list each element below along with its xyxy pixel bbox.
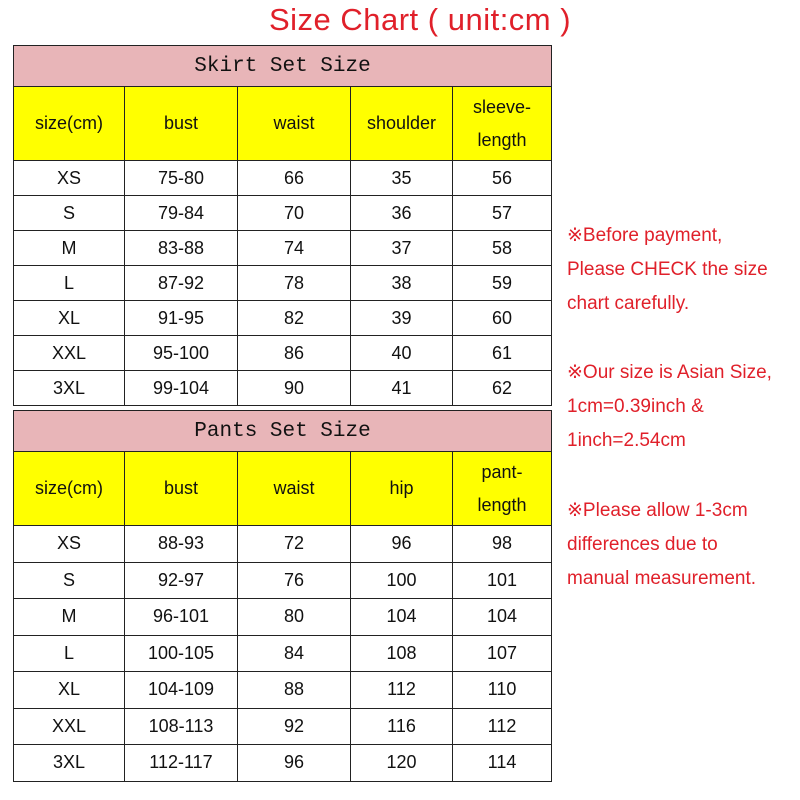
table-row [14,745,552,782]
note-measurement [567,494,756,596]
table-cell: 86 [238,336,351,371]
table-row [14,526,552,563]
table-row [14,266,552,301]
table-cell: 108-113 [125,708,238,745]
skirt-section-title: Skirt Set Size [14,46,552,87]
table-cell: 56 [453,161,552,196]
table-row [14,635,552,672]
header-waist: waist [238,87,351,161]
table-cell: 74 [238,231,351,266]
header-bust: bust [125,87,238,161]
table-cell: 60 [453,301,552,336]
table-row [14,231,552,266]
table-cell: 90 [238,371,351,406]
table-cell: S [14,196,125,231]
header-bust: bust [125,452,238,526]
table-cell: 80 [238,599,351,636]
table-cell: XL [14,672,125,709]
table-cell: 3XL [14,745,125,782]
table-row [14,196,552,231]
table-cell: 120 [351,745,453,782]
table-cell: 107 [453,635,552,672]
pants-header-row [14,452,552,526]
table-cell: M [14,599,125,636]
table-row [14,336,552,371]
table-cell: 41 [351,371,453,406]
header-sleeve-length-line2: length [477,129,527,150]
table-cell: XS [14,161,125,196]
table-cell: 70 [238,196,351,231]
table-cell: 114 [453,745,552,782]
table-cell: 100-105 [125,635,238,672]
table-cell: 75-80 [125,161,238,196]
table-row [14,301,552,336]
table-cell: 112 [351,672,453,709]
table-cell: 96 [238,745,351,782]
table-row [14,672,552,709]
note-payment [567,219,768,321]
table-cell: 112-117 [125,745,238,782]
table-cell: 72 [238,526,351,563]
table-cell: 62 [453,371,552,406]
table-cell: 95-100 [125,336,238,371]
table-cell: XL [14,301,125,336]
note-line: 1cm=0.39inch & [567,396,704,417]
table-cell: XXL [14,336,125,371]
skirt-size-table [13,45,552,406]
note-line: chart carefully. [567,293,690,314]
table-cell: 88-93 [125,526,238,563]
table-cell: 99-104 [125,371,238,406]
note-line: differences due to [567,534,718,555]
table-row [14,371,552,406]
table-cell: 92 [238,708,351,745]
header-shoulder: shoulder [351,87,453,161]
table-cell: 78 [238,266,351,301]
table-row [14,599,552,636]
table-cell: 84 [238,635,351,672]
pants-rows [14,526,552,782]
table-cell: 35 [351,161,453,196]
pants-section-title: Pants Set Size [14,411,552,452]
table-cell: 104-109 [125,672,238,709]
table-cell: 91-95 [125,301,238,336]
table-cell: 59 [453,266,552,301]
header-pant-length-line1: pant- [481,461,523,482]
table-cell: 38 [351,266,453,301]
table-cell: 92-97 [125,562,238,599]
table-cell: 82 [238,301,351,336]
table-cell: XXL [14,708,125,745]
table-cell: 37 [351,231,453,266]
table-cell: 66 [238,161,351,196]
table-cell: L [14,635,125,672]
table-cell: 36 [351,196,453,231]
table-row [14,562,552,599]
table-cell: 57 [453,196,552,231]
table-cell: M [14,231,125,266]
note-asian-size [567,356,772,458]
note-line: ※Before payment, [567,225,723,246]
table-cell: 101 [453,562,552,599]
table-cell: 96 [351,526,453,563]
header-hip: hip [351,452,453,526]
table-cell: 98 [453,526,552,563]
table-cell: L [14,266,125,301]
table-cell: 58 [453,231,552,266]
table-cell: 100 [351,562,453,599]
note-line: 1inch=2.54cm [567,430,686,451]
table-cell: XS [14,526,125,563]
skirt-header-row [14,87,552,161]
table-cell: 104 [453,599,552,636]
header-size: size(cm) [14,87,125,161]
header-sleeve-length-line1: sleeve- [472,96,532,117]
table-cell: 79-84 [125,196,238,231]
table-cell: 88 [238,672,351,709]
table-row [14,161,552,196]
table-cell: 116 [351,708,453,745]
page-title: Size Chart ( unit:cm ) [268,2,572,37]
table-cell: 112 [453,708,552,745]
table-cell: 87-92 [125,266,238,301]
table-cell: 104 [351,599,453,636]
note-line: Please CHECK the size [567,259,768,280]
skirt-rows [14,161,552,406]
table-cell: 76 [238,562,351,599]
table-cell: 61 [453,336,552,371]
table-cell: 39 [351,301,453,336]
table-row [14,708,552,745]
table-cell: 108 [351,635,453,672]
table-cell: 40 [351,336,453,371]
note-line: manual measurement. [567,568,757,589]
note-line: ※Please allow 1-3cm [567,500,748,521]
note-line: ※Our size is Asian Size, [567,362,772,383]
pants-size-table [13,410,552,782]
table-cell: 83-88 [125,231,238,266]
header-size: size(cm) [14,452,125,526]
table-cell: 3XL [14,371,125,406]
table-cell: S [14,562,125,599]
header-waist: waist [238,452,351,526]
header-pant-length-line2: length [477,494,527,515]
table-cell: 96-101 [125,599,238,636]
table-cell: 110 [453,672,552,709]
header-sleeve-length [453,87,552,161]
header-pant-length [453,452,552,526]
